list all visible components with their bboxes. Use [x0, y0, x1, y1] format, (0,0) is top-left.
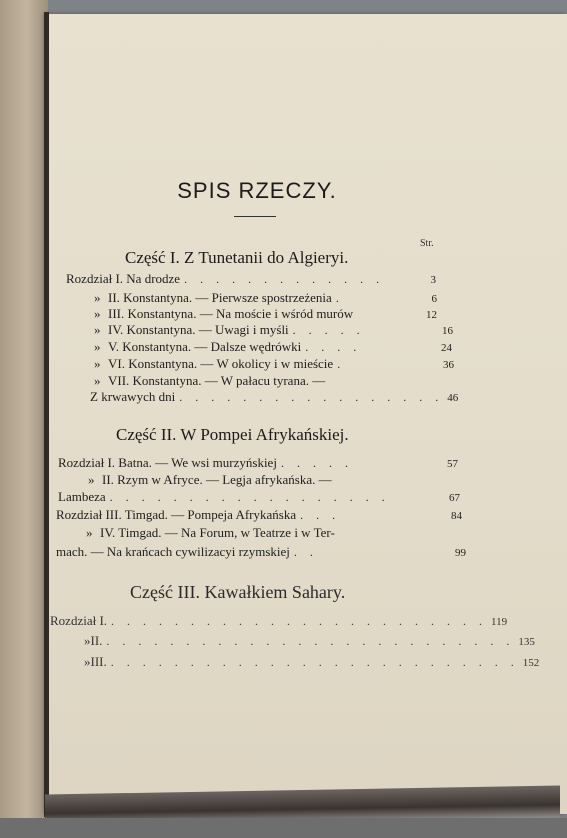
page-column-label: Str.: [420, 238, 434, 249]
entry-dots: .: [335, 291, 344, 305]
entry-dots: . . . . . . . . . . . . . . . . . . . . . . . .: [111, 614, 488, 628]
ditto-mark: »: [94, 356, 101, 371]
entry-dots: . .: [293, 545, 318, 559]
part-title-2: Część II. W Pompei Afrykańskiej.: [116, 425, 349, 444]
entry-dots: . . . . . . . . . . . . .: [184, 272, 385, 286]
entry-text: Rozdział I. Batna. — We wsi murzyńskiej: [58, 455, 277, 470]
entry-text: VI. Konstantyna. — W okolicy i w mieście: [108, 356, 334, 371]
entry-text: III.: [90, 654, 107, 669]
ditto-mark: »: [94, 306, 101, 321]
entry-text: III. Konstantyna. — Na moście i wśród murów: [108, 306, 354, 321]
entry-page: 57: [447, 458, 458, 470]
entry-page: 24: [441, 342, 452, 354]
entry-text: IV. Timgad. — Na Forum, w Teatrze i w Ter-: [100, 525, 335, 540]
entry-text: mach. — Na krańcach cywilizacyi rzymskiej: [56, 544, 290, 559]
toc-entry: [50, 613, 508, 629]
ditto-mark: »: [84, 633, 91, 648]
entry-text: II. Rzym w Afryce. — Legja afrykańska. —: [102, 472, 332, 487]
entry-page: 12: [426, 309, 437, 321]
table-surface: [0, 818, 567, 838]
toc-entry: [56, 507, 462, 523]
entry-page: 6: [431, 293, 437, 305]
toc-entry: [84, 654, 540, 670]
entry-text: Z krwawych dni: [90, 389, 176, 404]
entry-dots: . . . . . . . . . . . . . . . . . . . . . . . . . .: [106, 634, 515, 648]
page-title: SPIS RZECZY.: [177, 178, 337, 203]
entry-page: 152: [522, 657, 540, 669]
entry-text: II.: [90, 633, 103, 648]
entry-dots: .: [337, 357, 346, 371]
entry-text: Rozdział I.: [50, 613, 108, 628]
entry-text: VII. Konstantyna. — W pałacu tyrana. —: [108, 373, 326, 388]
part-title-3: Część III. Kawałkiem Sahary.: [130, 582, 346, 602]
toc-entry: [58, 455, 458, 471]
title-divider: [234, 216, 276, 217]
entry-dots: . . . . .: [280, 456, 353, 470]
entry-text: Rozdział III. Timgad. — Pompeja Afrykańska: [56, 507, 297, 522]
book-cover-left: [0, 0, 48, 838]
toc-entry: [86, 525, 456, 541]
toc-entry: [56, 544, 466, 560]
toc-entry: [94, 322, 453, 338]
toc-entry: [88, 472, 440, 488]
entry-page: 119: [491, 616, 508, 628]
toc-entry: [94, 290, 437, 306]
entry-page: 36: [443, 359, 454, 371]
ditto-mark: »: [84, 654, 91, 669]
book-spine-edge: [44, 12, 49, 817]
ditto-mark: »: [94, 322, 101, 337]
entry-page: 99: [455, 547, 466, 559]
entry-dots: . . . . . . . . . . . . . . . . . .: [109, 490, 390, 504]
part-title-1: Część I. Z Tunetanii do Algieryi.: [125, 248, 349, 267]
toc-entry: [94, 306, 437, 322]
entry-page: 46: [447, 392, 459, 404]
ditto-mark: »: [94, 339, 101, 354]
toc-entry: [94, 373, 434, 389]
entry-text: Lambeza: [58, 489, 106, 504]
entry-text: V. Konstantyna. — Dalsze wędrówki: [108, 339, 302, 354]
ditto-mark: »: [86, 525, 93, 540]
entry-page: 135: [518, 636, 535, 648]
toc-entry: [90, 389, 457, 405]
entry-dots: . . . . . . . . . . . . . . . . . . . . . . . . . .: [110, 655, 519, 669]
entry-dots: . . .: [300, 508, 341, 522]
entry-dots: . . . .: [305, 340, 362, 354]
toc-entry: [84, 633, 535, 649]
ditto-mark: »: [94, 373, 101, 388]
entry-page: 67: [449, 492, 460, 504]
entry-dots: . . . . .: [292, 323, 365, 337]
entry-text: Rozdział I. Na drodze: [66, 271, 181, 286]
entry-text: IV. Konstantyna. — Uwagi i myśli: [108, 322, 289, 337]
entry-dots: . . . . . . . . . . . . . . . . .: [179, 390, 444, 404]
toc-entry: [94, 339, 452, 355]
toc-entry: [66, 271, 436, 287]
ditto-mark: »: [94, 290, 101, 305]
toc-entry: [58, 489, 460, 505]
book-page: [46, 14, 567, 814]
entry-page: 3: [430, 274, 436, 286]
toc-entry: [94, 356, 454, 372]
entry-page: 16: [442, 325, 453, 337]
entry-page: 84: [451, 510, 462, 522]
entry-text: II. Konstantyna. — Pierwsze spostrzeżenia: [108, 290, 332, 305]
ditto-mark: »: [88, 472, 95, 487]
